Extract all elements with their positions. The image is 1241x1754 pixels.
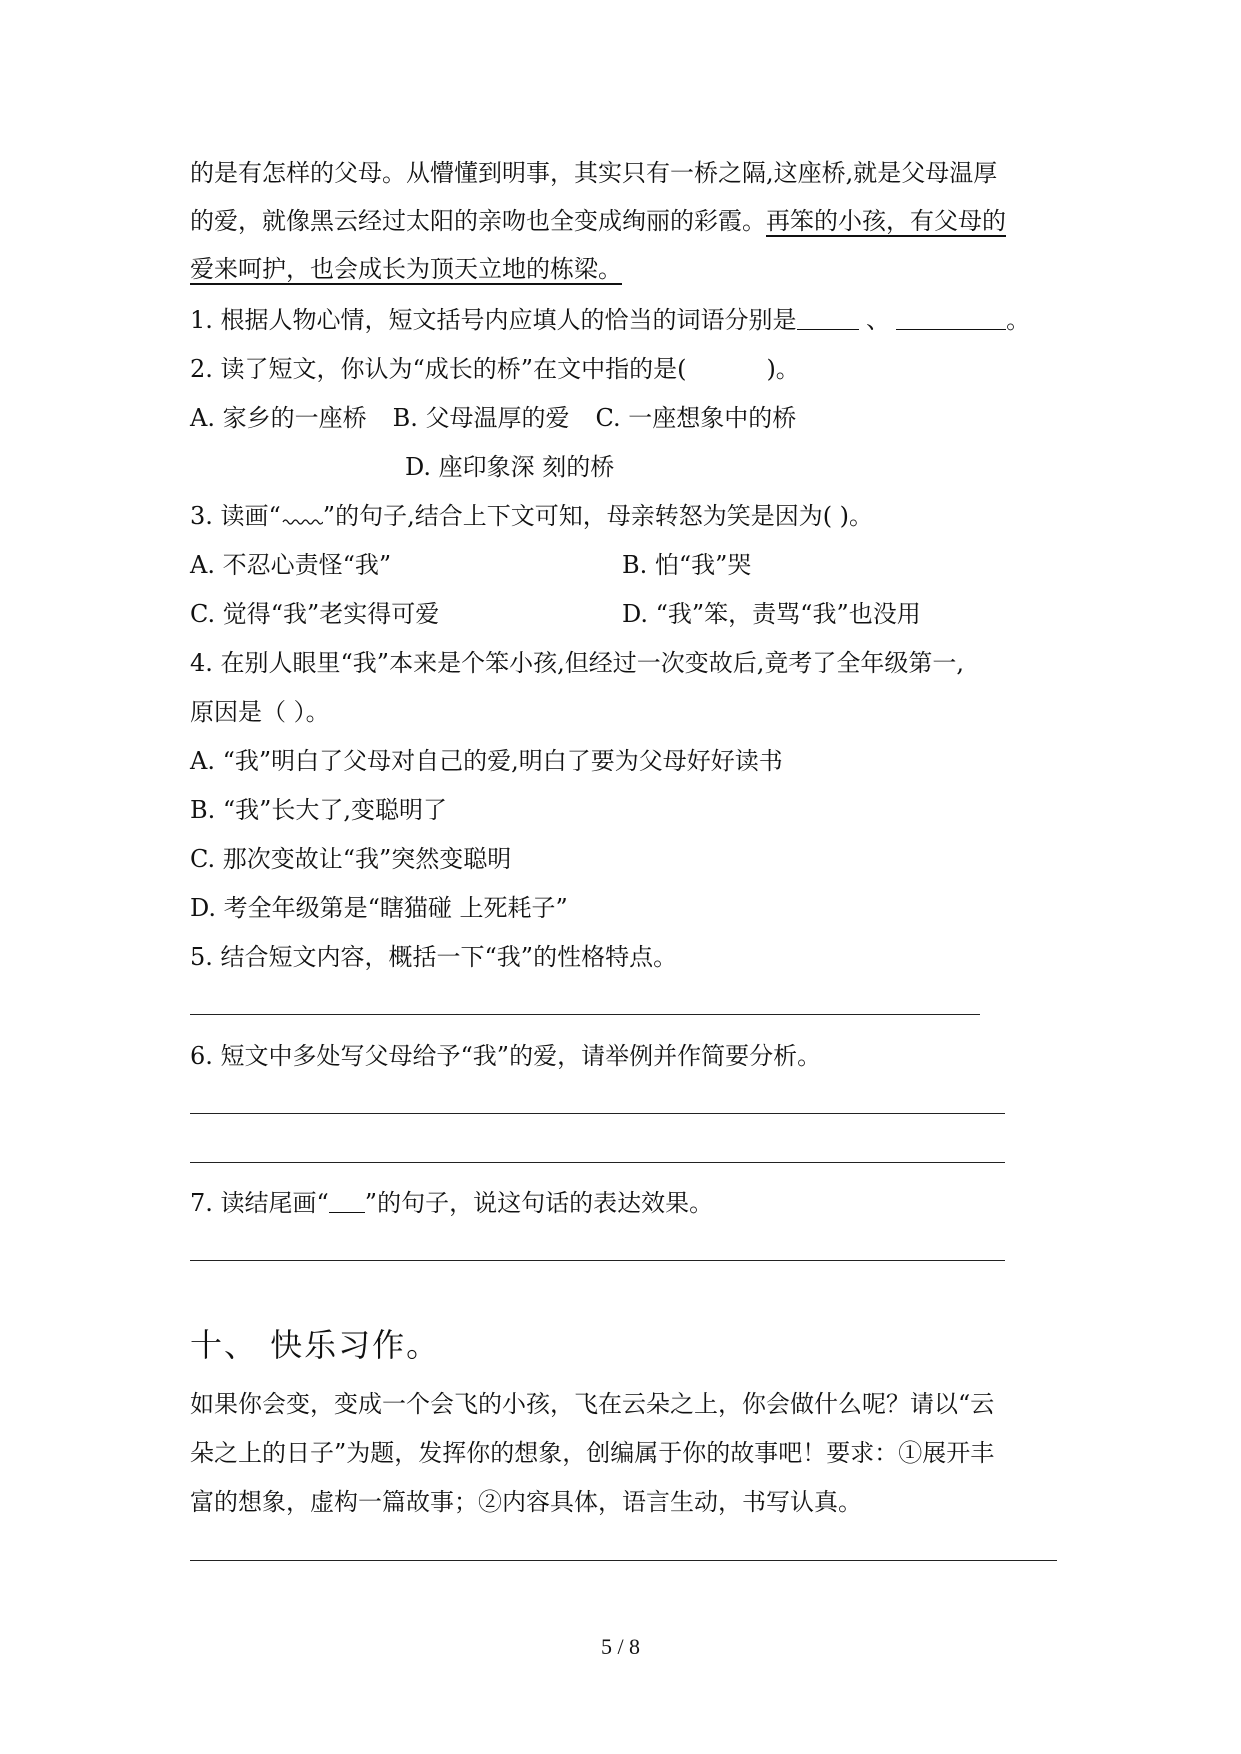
- question-3-option-d[interactable]: D. “我”笨，责骂“我”也没用: [622, 600, 921, 628]
- option-a[interactable]: A. 家乡的一座桥: [190, 404, 367, 432]
- question-7: [190, 1188, 713, 1218]
- question-1-text: 1. 根据人物心情，短文括号内应填人的恰当的词语分别是: [190, 306, 797, 334]
- question-4-option-c[interactable]: C. 那次变故让“我”突然变聪明: [190, 845, 512, 873]
- prompt-line-3: 富的想象，虚构一篇故事；②内容具体，语言生动，书写认真。: [190, 1488, 862, 1516]
- answer-blank-1[interactable]: [797, 307, 859, 330]
- passage-text: 的爱，就像黑云经过太阳的亲吻也全变成绚丽的彩霞。: [190, 207, 766, 235]
- prompt-line-1: 如果你会变，变成一个会飞的小孩，飞在云朵之上，你会做什么呢？请以“云: [190, 1390, 995, 1418]
- answer-line-q6-1[interactable]: [190, 1113, 1005, 1114]
- question-5: 5. 结合短文内容，概括一下“我”的性格特点。: [190, 943, 678, 971]
- underlined-sentence-part-1: 再笨的小孩，有父母的: [766, 207, 1006, 235]
- answer-line-q5[interactable]: [190, 1014, 980, 1015]
- answer-line-q7[interactable]: [190, 1260, 1005, 1261]
- question-6: 6. 短文中多处写父母给予“我”的爱，请举例并作简要分析。: [190, 1042, 822, 1070]
- question-3-option-b[interactable]: B. 怕“我”哭: [622, 551, 752, 579]
- question-2-end: )。: [766, 355, 800, 383]
- underlined-sentence-part-2: 爱来呵护，也会成长为顶天立地的栋梁。: [190, 255, 622, 283]
- section-heading: 十、 快乐习作。: [190, 1326, 441, 1364]
- passage-line-2: [190, 206, 1006, 236]
- page-number: 5 / 8: [600, 1634, 641, 1659]
- option-c[interactable]: C. 一座想象中的桥: [595, 404, 797, 432]
- question-4-option-d[interactable]: D. 考全年级第是“瞎猫碰 上死耗子”: [190, 894, 568, 922]
- answer-line-q6-2[interactable]: [190, 1162, 1005, 1163]
- question-2-options: [190, 403, 796, 433]
- question-4-line-1: 4. 在别人眼里“我”本来是个笨小孩,但经过一次变故后,竟考了全年级第一,: [190, 649, 964, 677]
- question-3-post: ”的句子,结合上下文可知，母亲转怒为笑是因为( )。: [322, 502, 874, 530]
- straight-underline-mark: [329, 1190, 365, 1213]
- question-3-option-c[interactable]: C. 觉得“我”老实得可爱: [190, 600, 440, 628]
- question-2: [190, 354, 800, 384]
- question-3: [190, 501, 873, 531]
- question-7-pre: 7. 读结尾画“: [190, 1189, 329, 1217]
- question-2-text: 2. 读了短文，你认为“成长的桥”在文中指的是(: [190, 355, 687, 383]
- question-3-pre: 3. 读画“: [190, 502, 281, 530]
- question-7-post: ”的句子，说这句话的表达效果。: [364, 1189, 714, 1217]
- option-b[interactable]: B. 父母温厚的爱: [392, 404, 570, 432]
- question-3-option-a[interactable]: A. 不忍心责怪“我”: [190, 551, 392, 579]
- question-1-end: 。: [1006, 306, 1031, 334]
- option-d[interactable]: D. 座印象深 刻的桥: [405, 453, 615, 481]
- answer-blank-2[interactable]: [896, 307, 1006, 330]
- essay-writing-line[interactable]: [190, 1560, 1057, 1561]
- wavy-underline-mark: [281, 512, 323, 526]
- question-1-separator: 、: [858, 306, 891, 334]
- passage-line-1: 的是有怎样的父母。从懵懂到明事，其实只有一桥之隔,这座桥,就是父母温厚: [190, 159, 998, 187]
- question-4-option-a[interactable]: A. “我”明白了父母对自己的爱,明白了要为父母好好读书: [190, 747, 783, 775]
- question-1: [190, 305, 1030, 335]
- question-4-line-2: 原因是（ ）。: [190, 698, 330, 726]
- question-4-option-b[interactable]: B. “我”长大了,变聪明了: [190, 796, 448, 824]
- prompt-line-2: 朵之上的日子”为题，发挥你的想象，创编属于你的故事吧！要求：①展开丰: [190, 1439, 995, 1467]
